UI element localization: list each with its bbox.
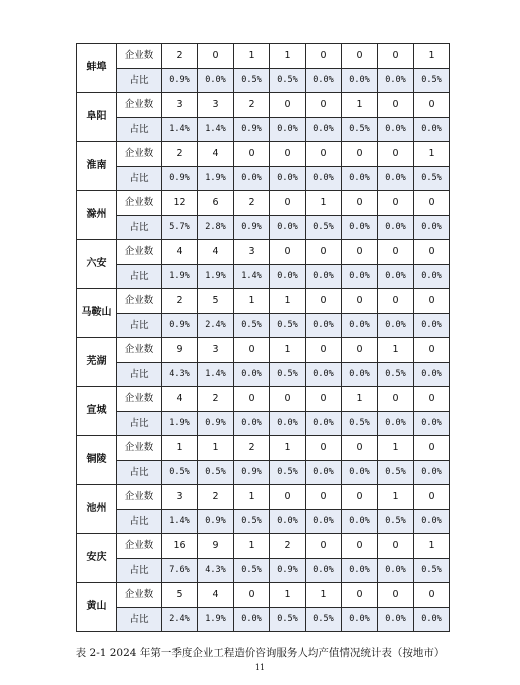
city-ratio-row — [77, 607, 450, 632]
count-value-cell: 16 — [162, 534, 198, 559]
ratio-value-cell: 0.0% — [306, 362, 342, 387]
count-value-cell: 1 — [306, 191, 342, 216]
count-value-cell: 0 — [306, 338, 342, 363]
city-name: 池州 — [77, 485, 117, 534]
row-label-count: 企业数 — [117, 44, 162, 69]
count-value-cell: 12 — [162, 191, 198, 216]
count-value-cell: 3 — [162, 93, 198, 118]
ratio-value-cell: 0.5% — [342, 411, 378, 436]
count-value-cell: 1 — [270, 44, 306, 69]
row-label-ratio: 占比 — [117, 460, 162, 485]
city-ratio-row — [77, 166, 450, 191]
ratio-value-cell: 0.0% — [342, 460, 378, 485]
row-label-ratio: 占比 — [117, 607, 162, 632]
count-value-cell: 3 — [198, 338, 234, 363]
row-label-count: 企业数 — [117, 93, 162, 118]
count-value-cell: 0 — [270, 191, 306, 216]
city-count-row — [77, 583, 450, 608]
count-value-cell: 0 — [378, 93, 414, 118]
ratio-value-cell: 0.0% — [378, 117, 414, 142]
ratio-value-cell: 0.0% — [306, 166, 342, 191]
city-count-row — [77, 485, 450, 510]
count-value-cell: 0 — [342, 485, 378, 510]
ratio-value-cell: 0.0% — [378, 215, 414, 240]
count-value-cell: 0 — [342, 436, 378, 461]
count-value-cell: 4 — [162, 387, 198, 412]
count-value-cell: 0 — [414, 436, 450, 461]
city-ratio-row — [77, 558, 450, 583]
count-value-cell: 0 — [414, 93, 450, 118]
count-value-cell: 0 — [342, 338, 378, 363]
row-label-count: 企业数 — [117, 534, 162, 559]
city-ratio-row — [77, 411, 450, 436]
count-value-cell: 2 — [198, 485, 234, 510]
count-value-cell: 3 — [162, 485, 198, 510]
ratio-value-cell: 1.9% — [198, 607, 234, 632]
ratio-value-cell: 0.0% — [306, 411, 342, 436]
ratio-value-cell: 0.0% — [378, 558, 414, 583]
count-value-cell: 0 — [306, 289, 342, 314]
ratio-value-cell: 0.0% — [414, 264, 450, 289]
count-value-cell: 4 — [198, 240, 234, 265]
ratio-value-cell: 1.4% — [198, 362, 234, 387]
ratio-value-cell: 0.5% — [234, 313, 270, 338]
row-label-count: 企业数 — [117, 289, 162, 314]
count-value-cell: 1 — [342, 93, 378, 118]
ratio-value-cell: 0.0% — [342, 509, 378, 534]
city-ratio-row — [77, 460, 450, 485]
city-count-row — [77, 142, 450, 167]
city-name: 阜阳 — [77, 93, 117, 142]
ratio-value-cell: 0.0% — [342, 558, 378, 583]
ratio-value-cell: 0.0% — [270, 117, 306, 142]
count-value-cell: 4 — [198, 142, 234, 167]
count-value-cell: 0 — [270, 485, 306, 510]
count-value-cell: 1 — [270, 289, 306, 314]
ratio-value-cell: 0.0% — [306, 264, 342, 289]
row-label-ratio: 占比 — [117, 558, 162, 583]
ratio-value-cell: 0.5% — [198, 460, 234, 485]
ratio-value-cell: 0.9% — [162, 166, 198, 191]
row-label-ratio: 占比 — [117, 362, 162, 387]
ratio-value-cell: 0.9% — [234, 117, 270, 142]
ratio-value-cell: 0.0% — [270, 411, 306, 436]
count-value-cell: 1 — [270, 338, 306, 363]
count-value-cell: 0 — [414, 338, 450, 363]
city-count-row — [77, 44, 450, 69]
count-value-cell: 0 — [414, 191, 450, 216]
ratio-value-cell: 4.3% — [162, 362, 198, 387]
ratio-value-cell: 0.9% — [234, 460, 270, 485]
ratio-value-cell: 0.0% — [306, 68, 342, 93]
ratio-value-cell: 0.0% — [414, 215, 450, 240]
ratio-value-cell: 0.9% — [162, 68, 198, 93]
ratio-value-cell: 2.4% — [162, 607, 198, 632]
row-label-count: 企业数 — [117, 387, 162, 412]
count-value-cell: 5 — [162, 583, 198, 608]
ratio-value-cell: 0.0% — [378, 166, 414, 191]
city-ratio-row — [77, 264, 450, 289]
row-label-count: 企业数 — [117, 583, 162, 608]
ratio-value-cell: 0.0% — [342, 166, 378, 191]
count-value-cell: 9 — [198, 534, 234, 559]
ratio-value-cell: 0.0% — [342, 607, 378, 632]
count-value-cell: 1 — [270, 436, 306, 461]
count-value-cell: 4 — [162, 240, 198, 265]
ratio-value-cell: 0.0% — [270, 215, 306, 240]
ratio-value-cell: 1.9% — [198, 264, 234, 289]
ratio-value-cell: 7.6% — [162, 558, 198, 583]
count-value-cell: 0 — [234, 142, 270, 167]
count-value-cell: 0 — [234, 338, 270, 363]
ratio-value-cell: 0.5% — [234, 68, 270, 93]
ratio-value-cell: 0.5% — [162, 460, 198, 485]
ratio-value-cell: 0.0% — [234, 362, 270, 387]
count-value-cell: 0 — [414, 485, 450, 510]
count-value-cell: 1 — [414, 142, 450, 167]
ratio-value-cell: 0.5% — [378, 460, 414, 485]
count-value-cell: 3 — [234, 240, 270, 265]
count-value-cell: 0 — [270, 142, 306, 167]
ratio-value-cell: 0.9% — [198, 411, 234, 436]
city-count-row — [77, 93, 450, 118]
ratio-value-cell: 0.0% — [342, 313, 378, 338]
ratio-value-cell: 0.0% — [378, 607, 414, 632]
count-value-cell: 0 — [306, 534, 342, 559]
ratio-value-cell: 0.0% — [306, 313, 342, 338]
ratio-value-cell: 0.0% — [234, 166, 270, 191]
city-ratio-row — [77, 215, 450, 240]
count-value-cell: 2 — [234, 191, 270, 216]
ratio-value-cell: 0.0% — [414, 411, 450, 436]
ratio-value-cell: 2.8% — [198, 215, 234, 240]
count-value-cell: 1 — [234, 534, 270, 559]
count-value-cell: 0 — [270, 240, 306, 265]
count-value-cell: 0 — [378, 534, 414, 559]
row-label-ratio: 占比 — [117, 117, 162, 142]
ratio-value-cell: 0.0% — [414, 460, 450, 485]
count-value-cell: 2 — [198, 387, 234, 412]
count-value-cell: 0 — [378, 44, 414, 69]
row-label-count: 企业数 — [117, 338, 162, 363]
count-value-cell: 1 — [234, 44, 270, 69]
count-value-cell: 0 — [342, 240, 378, 265]
ratio-value-cell: 0.0% — [342, 215, 378, 240]
ratio-value-cell: 0.0% — [342, 264, 378, 289]
count-value-cell: 1 — [342, 387, 378, 412]
count-value-cell: 0 — [342, 583, 378, 608]
ratio-value-cell: 0.0% — [306, 509, 342, 534]
count-value-cell: 0 — [378, 387, 414, 412]
ratio-value-cell: 1.9% — [162, 264, 198, 289]
count-value-cell: 0 — [306, 240, 342, 265]
ratio-value-cell: 0.5% — [270, 607, 306, 632]
count-value-cell: 0 — [306, 44, 342, 69]
city-count-row — [77, 240, 450, 265]
count-value-cell: 1 — [234, 485, 270, 510]
ratio-value-cell: 0.0% — [234, 411, 270, 436]
ratio-value-cell: 0.5% — [234, 509, 270, 534]
ratio-value-cell: 0.9% — [234, 215, 270, 240]
ratio-value-cell: 0.5% — [270, 460, 306, 485]
ratio-value-cell: 1.4% — [234, 264, 270, 289]
row-label-count: 企业数 — [117, 436, 162, 461]
count-value-cell: 9 — [162, 338, 198, 363]
ratio-value-cell: 0.0% — [306, 117, 342, 142]
count-value-cell: 0 — [414, 289, 450, 314]
city-count-row — [77, 534, 450, 559]
ratio-value-cell: 1.4% — [162, 509, 198, 534]
city-name: 滁州 — [77, 191, 117, 240]
ratio-value-cell: 1.4% — [198, 117, 234, 142]
city-name: 芜湖 — [77, 338, 117, 387]
count-value-cell: 1 — [378, 436, 414, 461]
ratio-value-cell: 0.0% — [306, 460, 342, 485]
count-value-cell: 6 — [198, 191, 234, 216]
count-value-cell: 0 — [342, 142, 378, 167]
ratio-value-cell: 1.9% — [162, 411, 198, 436]
count-value-cell: 0 — [414, 583, 450, 608]
city-ratio-row — [77, 362, 450, 387]
count-value-cell: 0 — [414, 240, 450, 265]
count-value-cell: 2 — [234, 436, 270, 461]
table-body — [77, 44, 450, 632]
count-value-cell: 0 — [234, 387, 270, 412]
count-value-cell: 0 — [378, 240, 414, 265]
city-ratio-row — [77, 117, 450, 142]
count-value-cell: 0 — [198, 44, 234, 69]
row-label-ratio: 占比 — [117, 411, 162, 436]
count-value-cell: 1 — [378, 485, 414, 510]
ratio-value-cell: 0.9% — [270, 558, 306, 583]
count-value-cell: 0 — [306, 142, 342, 167]
count-value-cell: 1 — [162, 436, 198, 461]
row-label-ratio: 占比 — [117, 264, 162, 289]
ratio-value-cell: 0.5% — [414, 68, 450, 93]
count-value-cell: 0 — [306, 436, 342, 461]
ratio-value-cell: 2.4% — [198, 313, 234, 338]
count-value-cell: 2 — [162, 44, 198, 69]
city-count-row — [77, 338, 450, 363]
ratio-value-cell: 0.9% — [162, 313, 198, 338]
city-ratio-row — [77, 509, 450, 534]
count-value-cell: 0 — [270, 387, 306, 412]
row-label-ratio: 占比 — [117, 68, 162, 93]
count-value-cell: 0 — [342, 289, 378, 314]
count-value-cell: 3 — [198, 93, 234, 118]
row-label-ratio: 占比 — [117, 166, 162, 191]
ratio-value-cell: 0.0% — [414, 607, 450, 632]
ratio-value-cell: 0.0% — [306, 558, 342, 583]
count-value-cell: 1 — [270, 583, 306, 608]
ratio-value-cell: 0.5% — [414, 166, 450, 191]
count-value-cell: 0 — [342, 534, 378, 559]
ratio-value-cell: 0.5% — [306, 607, 342, 632]
count-value-cell: 2 — [270, 534, 306, 559]
ratio-value-cell: 0.0% — [414, 117, 450, 142]
ratio-value-cell: 0.5% — [270, 68, 306, 93]
city-name: 马鞍山 — [77, 289, 117, 338]
table-caption: 表 2-1 2024 年第一季度企业工程造价咨询服务人均产值情况统计表（按地市） — [75, 647, 445, 659]
ratio-value-cell: 0.0% — [270, 509, 306, 534]
count-value-cell: 2 — [162, 289, 198, 314]
city-name: 安庆 — [77, 534, 117, 583]
ratio-value-cell: 0.5% — [234, 558, 270, 583]
count-value-cell: 0 — [378, 191, 414, 216]
ratio-value-cell: 0.0% — [414, 362, 450, 387]
ratio-value-cell: 0.0% — [270, 166, 306, 191]
ratio-value-cell: 1.9% — [198, 166, 234, 191]
ratio-value-cell: 0.0% — [378, 313, 414, 338]
row-label-ratio: 占比 — [117, 215, 162, 240]
city-name: 铜陵 — [77, 436, 117, 485]
count-value-cell: 1 — [414, 534, 450, 559]
count-value-cell: 0 — [270, 93, 306, 118]
city-count-row — [77, 191, 450, 216]
ratio-value-cell: 0.0% — [378, 411, 414, 436]
ratio-value-cell: 0.0% — [414, 313, 450, 338]
count-value-cell: 1 — [198, 436, 234, 461]
ratio-value-cell: 1.4% — [162, 117, 198, 142]
row-label-count: 企业数 — [117, 485, 162, 510]
ratio-value-cell: 0.0% — [378, 68, 414, 93]
ratio-value-cell: 4.3% — [198, 558, 234, 583]
city-name: 宣城 — [77, 387, 117, 436]
city-count-row — [77, 387, 450, 412]
ratio-value-cell: 0.5% — [414, 558, 450, 583]
count-value-cell: 1 — [234, 289, 270, 314]
city-name: 六安 — [77, 240, 117, 289]
count-value-cell: 1 — [306, 583, 342, 608]
ratio-value-cell: 0.0% — [342, 362, 378, 387]
count-value-cell: 0 — [234, 583, 270, 608]
ratio-value-cell: 0.5% — [342, 117, 378, 142]
ratio-value-cell: 0.9% — [198, 509, 234, 534]
ratio-value-cell: 5.7% — [162, 215, 198, 240]
city-ratio-row — [77, 313, 450, 338]
count-value-cell: 1 — [414, 44, 450, 69]
count-value-cell: 0 — [306, 485, 342, 510]
count-value-cell: 0 — [342, 44, 378, 69]
ratio-value-cell: 0.5% — [378, 362, 414, 387]
ratio-value-cell: 0.5% — [270, 313, 306, 338]
page-number: 11 — [254, 663, 266, 672]
count-value-cell: 0 — [414, 387, 450, 412]
row-label-count: 企业数 — [117, 240, 162, 265]
count-value-cell: 0 — [378, 583, 414, 608]
row-label-ratio: 占比 — [117, 313, 162, 338]
row-label-count: 企业数 — [117, 191, 162, 216]
city-count-row — [77, 289, 450, 314]
row-label-ratio: 占比 — [117, 509, 162, 534]
count-value-cell: 0 — [342, 191, 378, 216]
count-value-cell: 0 — [306, 387, 342, 412]
city-name: 蚌埠 — [77, 44, 117, 93]
count-value-cell: 2 — [162, 142, 198, 167]
ratio-value-cell: 0.0% — [414, 509, 450, 534]
city-statistics-table — [76, 43, 450, 632]
city-name: 淮南 — [77, 142, 117, 191]
ratio-value-cell: 0.0% — [342, 68, 378, 93]
ratio-value-cell: 0.0% — [234, 607, 270, 632]
row-label-count: 企业数 — [117, 142, 162, 167]
city-name: 黄山 — [77, 583, 117, 632]
ratio-value-cell: 0.0% — [198, 68, 234, 93]
count-value-cell: 0 — [378, 142, 414, 167]
count-value-cell: 1 — [378, 338, 414, 363]
ratio-value-cell: 0.5% — [378, 509, 414, 534]
count-value-cell: 0 — [378, 289, 414, 314]
ratio-value-cell: 0.0% — [378, 264, 414, 289]
count-value-cell: 4 — [198, 583, 234, 608]
ratio-value-cell: 0.5% — [306, 215, 342, 240]
ratio-value-cell: 0.0% — [270, 264, 306, 289]
count-value-cell: 5 — [198, 289, 234, 314]
count-value-cell: 0 — [306, 93, 342, 118]
city-ratio-row — [77, 68, 450, 93]
count-value-cell: 2 — [234, 93, 270, 118]
ratio-value-cell: 0.5% — [270, 362, 306, 387]
city-count-row — [77, 436, 450, 461]
